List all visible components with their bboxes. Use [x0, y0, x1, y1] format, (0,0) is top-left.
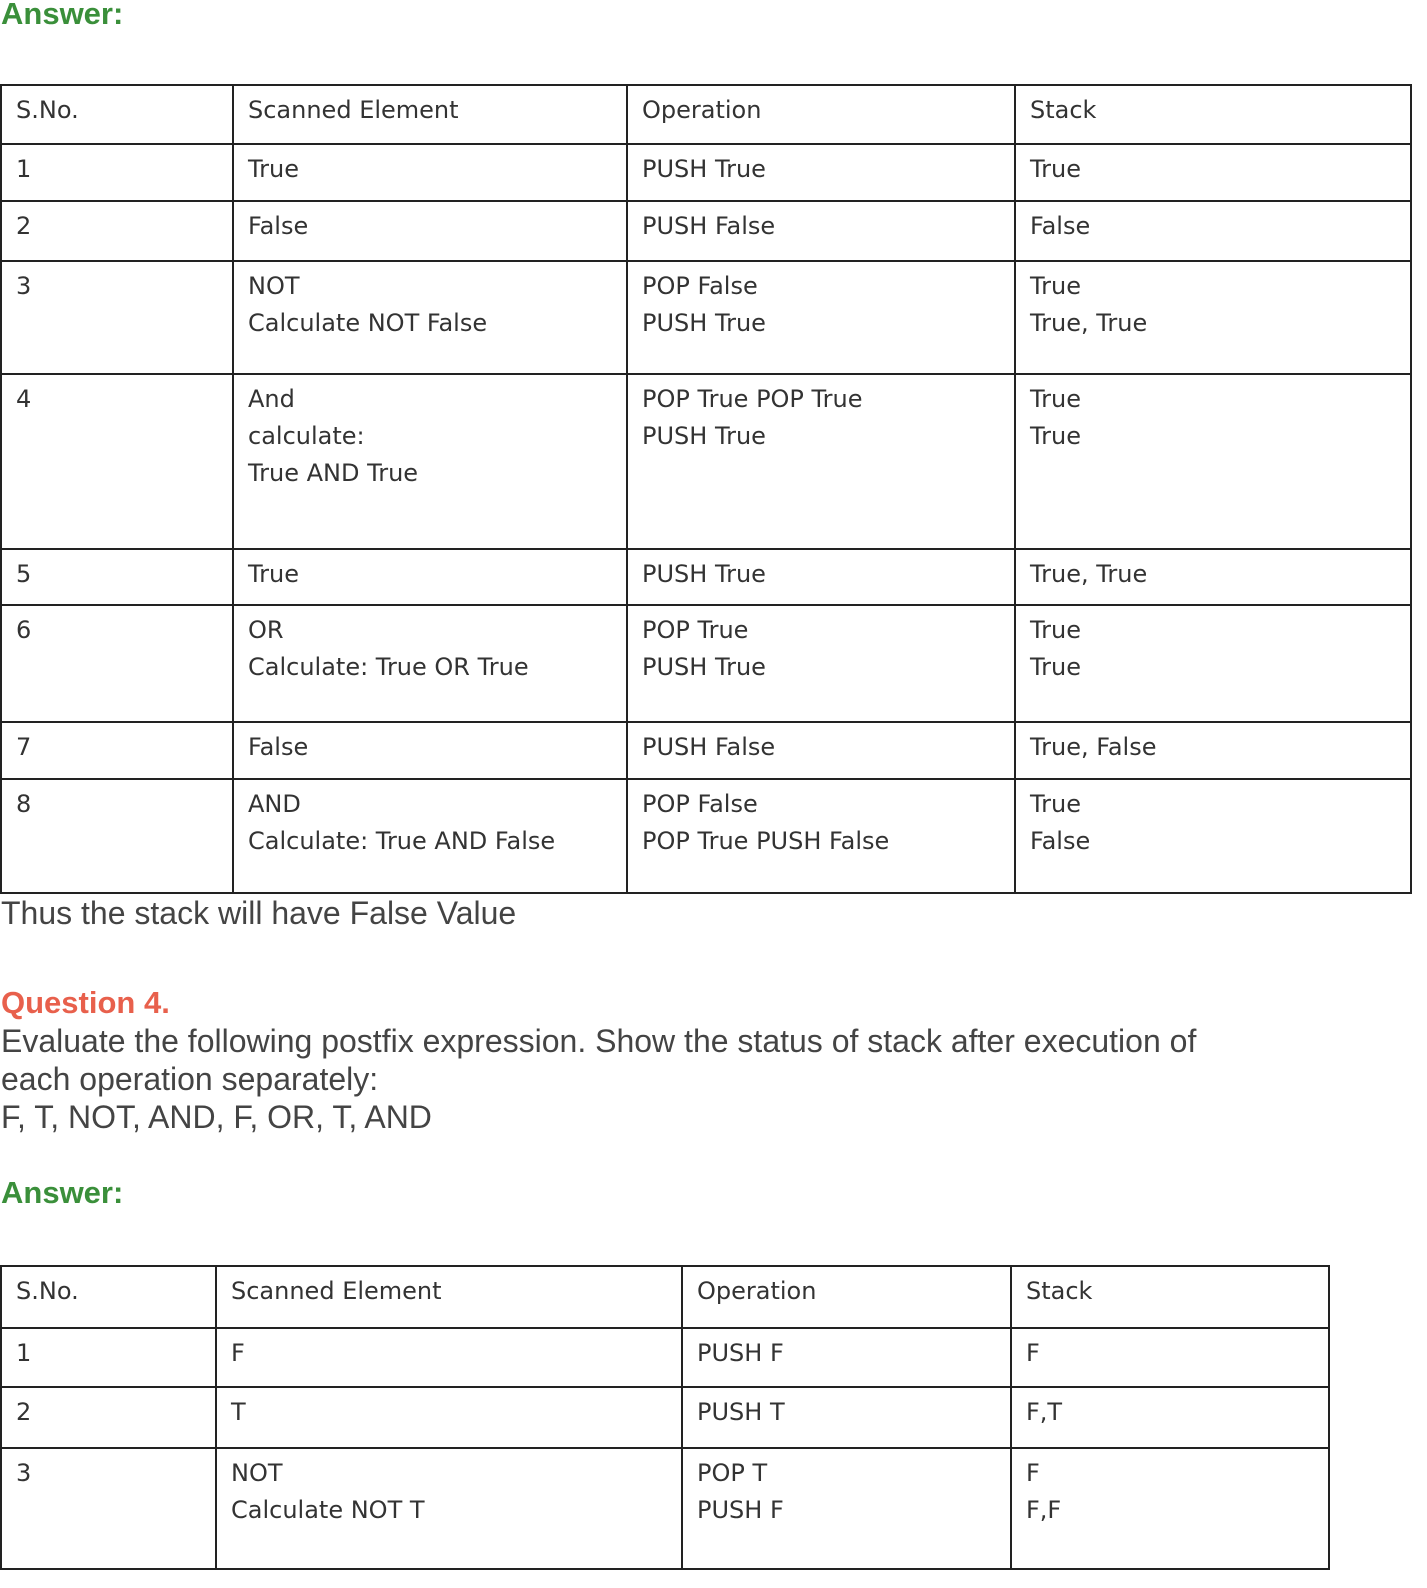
table-row — [1, 722, 1411, 779]
table-cell: 1 — [1, 1328, 216, 1387]
table-cell: PUSH F — [682, 1328, 1011, 1387]
table-row — [1, 144, 1411, 201]
table-cell: True, True — [1015, 549, 1411, 605]
table-cell: OR Calculate: True OR True — [233, 605, 627, 722]
table-cell: NOT Calculate NOT False — [233, 261, 627, 374]
table-row — [1, 1387, 1329, 1448]
column-header: Stack — [1015, 85, 1411, 144]
stack-table-2 — [0, 1265, 1330, 1570]
table-cell: True True — [1015, 374, 1411, 549]
table-cell: PUSH True — [627, 144, 1015, 201]
table-cell: True True, True — [1015, 261, 1411, 374]
table-cell: POP False PUSH True — [627, 261, 1015, 374]
table-cell: PUSH T — [682, 1387, 1011, 1448]
table-row — [1, 779, 1411, 893]
table-cell: False — [233, 722, 627, 779]
table-cell: True — [233, 549, 627, 605]
column-header: S.No. — [1, 85, 233, 144]
table-cell: 8 — [1, 779, 233, 893]
table-cell: 7 — [1, 722, 233, 779]
question-text: Evaluate the following postfix expression. Show the status of stack after execution of each operation separately: F, T, NOT, AND, F, OR, T, AND — [1, 1023, 1197, 1135]
column-header: Operation — [627, 85, 1015, 144]
table-cell: 5 — [1, 549, 233, 605]
table-cell: NOT Calculate NOT T — [216, 1448, 682, 1569]
table-cell: True — [1015, 144, 1411, 201]
table-cell: 2 — [1, 1387, 216, 1448]
table-cell: 3 — [1, 1448, 216, 1569]
table-row — [1, 201, 1411, 261]
table-cell: T — [216, 1387, 682, 1448]
table-cell: 6 — [1, 605, 233, 722]
table-cell: PUSH False — [627, 201, 1015, 261]
conclusion-text: Thus the stack will have False Value — [1, 895, 517, 931]
table-cell: F,T — [1011, 1387, 1329, 1448]
table-cell: F F,F — [1011, 1448, 1329, 1569]
table-cell: 4 — [1, 374, 233, 549]
table-cell: True, False — [1015, 722, 1411, 779]
table-cell: True — [233, 144, 627, 201]
table-cell: POP True POP True PUSH True — [627, 374, 1015, 549]
table-cell: F — [216, 1328, 682, 1387]
question-title: Question 4. — [1, 985, 170, 1020]
table-cell: PUSH True — [627, 549, 1015, 605]
header-row — [1, 85, 1411, 144]
table-cell: POP True PUSH True — [627, 605, 1015, 722]
table-cell: False — [233, 201, 627, 261]
table-cell: POP False POP True PUSH False — [627, 779, 1015, 893]
answer-heading: Answer: — [1, 0, 124, 31]
column-header: Stack — [1011, 1266, 1329, 1328]
table-cell: PUSH False — [627, 722, 1015, 779]
table-row — [1, 549, 1411, 605]
table-cell: True False — [1015, 779, 1411, 893]
table-cell: And calculate: True AND True — [233, 374, 627, 549]
table-row — [1, 605, 1411, 722]
column-header: Scanned Element — [233, 85, 627, 144]
table-row — [1, 261, 1411, 374]
table-cell: AND Calculate: True AND False — [233, 779, 627, 893]
table-cell: 1 — [1, 144, 233, 201]
table-cell: 3 — [1, 261, 233, 374]
table-cell: False — [1015, 201, 1411, 261]
column-header: S.No. — [1, 1266, 216, 1328]
table-cell: POP T PUSH F — [682, 1448, 1011, 1569]
column-header: Operation — [682, 1266, 1011, 1328]
table-row — [1, 374, 1411, 549]
header-row — [1, 1266, 1329, 1328]
table-cell: 2 — [1, 201, 233, 261]
table-row — [1, 1448, 1329, 1569]
answer-heading-2: Answer: — [1, 1175, 124, 1210]
table-cell: True True — [1015, 605, 1411, 722]
column-header: Scanned Element — [216, 1266, 682, 1328]
table-row — [1, 1328, 1329, 1387]
table-cell: F — [1011, 1328, 1329, 1387]
stack-table-1 — [0, 84, 1412, 894]
